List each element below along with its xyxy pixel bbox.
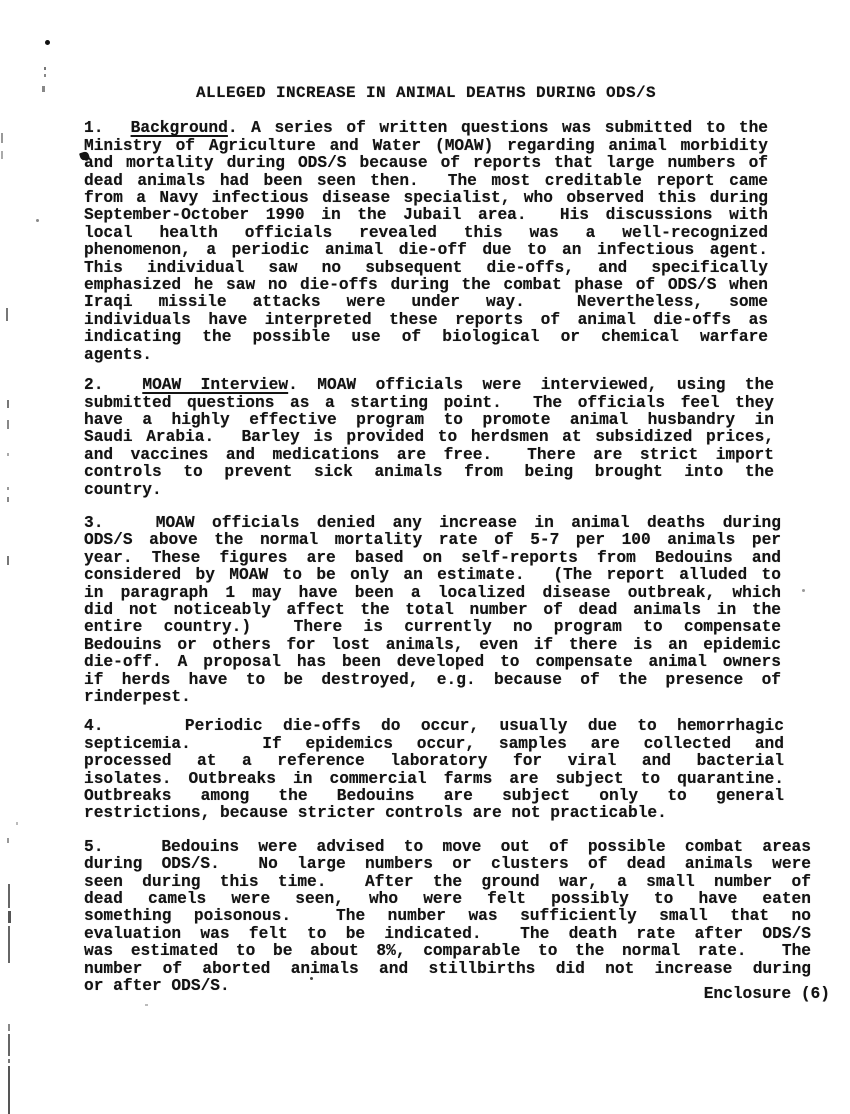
scan-artifact (8, 926, 10, 963)
text-line: processed at a reference laboratory for viral and bacterial (84, 752, 784, 771)
text-line: septicemia. If epidemics occur, samples are collected and (84, 734, 784, 753)
scan-artifact (7, 556, 9, 565)
text-line: indicating the possible use of biological or chemical warfare (84, 328, 768, 347)
text-line: from a Navy infectious disease specialist, who observed this during (84, 189, 768, 208)
text-line: dead animals had been seen then. The most creditable report came (84, 171, 768, 190)
text-line: restrictions, because stricter controls are not practicable. (84, 804, 667, 823)
text-line: isolates. Outbreaks in commercial farms are subject to quarantine. (84, 769, 784, 788)
text-line: 3. MOAW officials denied any increase in animal deaths during (84, 513, 781, 532)
text-line: controls to prevent sick animals from being brought into the (84, 463, 774, 482)
text-line: if herds have to be destroyed, e.g. because of the presence of (84, 670, 781, 689)
scan-artifact (8, 884, 10, 908)
scan-artifact (7, 453, 9, 456)
text-line: Saudi Arabia. Barley is provided to herdsmen at subsidized prices, (84, 428, 774, 447)
scan-artifact (8, 1066, 10, 1114)
text-line: 4. Periodic die-offs do occur, usually due to hemorrhagic (84, 717, 784, 736)
enclosure-label: Enclosure (6) (703, 985, 830, 1003)
text-line: year. These figures are based on self-reports from Bedouins and (84, 548, 781, 567)
text-line: Outbreaks among the Bedouins are subject only to general (84, 787, 784, 806)
scan-artifact (8, 1034, 10, 1056)
text-line: agents. (84, 345, 152, 364)
text-line: September-October 1990 in the Jubail area. His discussions with (84, 206, 768, 225)
text-line: during ODS/S. No large numbers or clusters of dead animals were (84, 855, 811, 874)
text-line: or after ODS/S. (84, 977, 230, 996)
scan-artifact (44, 67, 46, 70)
scan-artifact (8, 1059, 10, 1063)
scan-artifact (7, 838, 9, 843)
text-line: have a highly effective program to promote animal husbandry in (84, 410, 774, 429)
text-line: and mortality during ODS/S because of reports that large numbers of (84, 154, 768, 173)
text-line: 1. Background. A series of written questions was submitted to the (84, 119, 768, 138)
scan-artifact (42, 86, 45, 92)
scan-artifact-dot (802, 589, 805, 592)
text-line: did not noticeably affect the total number of dead animals in the (84, 600, 781, 619)
text-line: Ministry of Agriculture and Water (MOAW) regarding animal morbidity (84, 136, 768, 155)
text-line: number of aborted animals and stillbirths did not increase during (84, 959, 811, 978)
scan-artifact (145, 1004, 148, 1006)
text-line: something poisonous. The number was sufficiently small that no (84, 907, 811, 926)
scan-artifact (1, 151, 3, 159)
text-line: dead camels were seen, who were felt possibly to have eaten (84, 890, 811, 909)
scan-artifact (7, 497, 9, 502)
document-title: ALLEGED INCREASE IN ANIMAL DEATHS DURING ODS/S (195, 84, 657, 102)
text-line: Iraqi missile attacks were under way. Nevertheless, some (84, 293, 768, 312)
text-line: evaluation was felt to be indicated. The death rate after ODS/S (84, 924, 811, 943)
paragraph-4-periodic-die-offs (84, 718, 784, 822)
text-line: country. (84, 480, 162, 499)
scan-artifact (44, 74, 46, 77)
text-line: considered by MOAW to be only an estimate. (The report alluded to (84, 566, 781, 585)
text-line: 5. Bedouins were advised to move out of possible combat areas (84, 837, 811, 856)
text-line: Bedouins or others for lost animals, even if there is an epidemic (84, 635, 781, 654)
text-line: individuals have interpreted these reports of animal die-offs as (84, 310, 768, 329)
text-line: local health officials revealed this was a well-recognized (84, 223, 768, 242)
text-line: seen during this time. After the ground war, a small number of (84, 872, 811, 891)
paragraph-5-bedouins (84, 839, 811, 996)
text-line: rinderpest. (84, 688, 191, 706)
scan-artifact (8, 911, 11, 923)
scan-artifact (6, 308, 8, 321)
paragraph-3-mortality-rate (84, 515, 781, 706)
scan-artifact (16, 822, 18, 825)
text-line: phenomenon, a periodic animal die-off due to an infectious agent. (84, 241, 768, 260)
paragraph-1-background (84, 120, 768, 364)
scan-artifact (7, 487, 9, 490)
paragraph-2-moaw-interview (84, 377, 774, 499)
text-line: and vaccines and medications are free. There are strict import (84, 445, 774, 464)
scan-artifact-dot (36, 219, 39, 222)
text-line: ODS/S above the normal mortality rate of 5-7 per 100 animals per (84, 531, 781, 550)
scan-artifact (7, 400, 9, 408)
text-line: This individual saw no subsequent die-offs, and specifically (84, 258, 768, 277)
text-line: entire country.) There is currently no program to compensate (84, 618, 781, 637)
text-line: emphasized he saw no die-offs during the combat phase of ODS/S when (84, 276, 768, 295)
text-line: in paragraph 1 may have been a localized disease outbreak, which (84, 583, 781, 602)
scan-artifact (1, 133, 3, 143)
scan-artifact (7, 420, 9, 429)
text-line: was estimated to be about 8%, comparable to the normal rate. The (84, 942, 811, 961)
text-line: die-off. A proposal has been developed to compensate animal owners (84, 653, 781, 672)
scan-artifact (8, 1024, 10, 1031)
scan-artifact-dot (45, 40, 50, 45)
text-line: submitted questions as a starting point. The officials feel they (84, 393, 774, 412)
text-line: 2. MOAW Interview. MOAW officials were interviewed, using the (84, 376, 775, 395)
